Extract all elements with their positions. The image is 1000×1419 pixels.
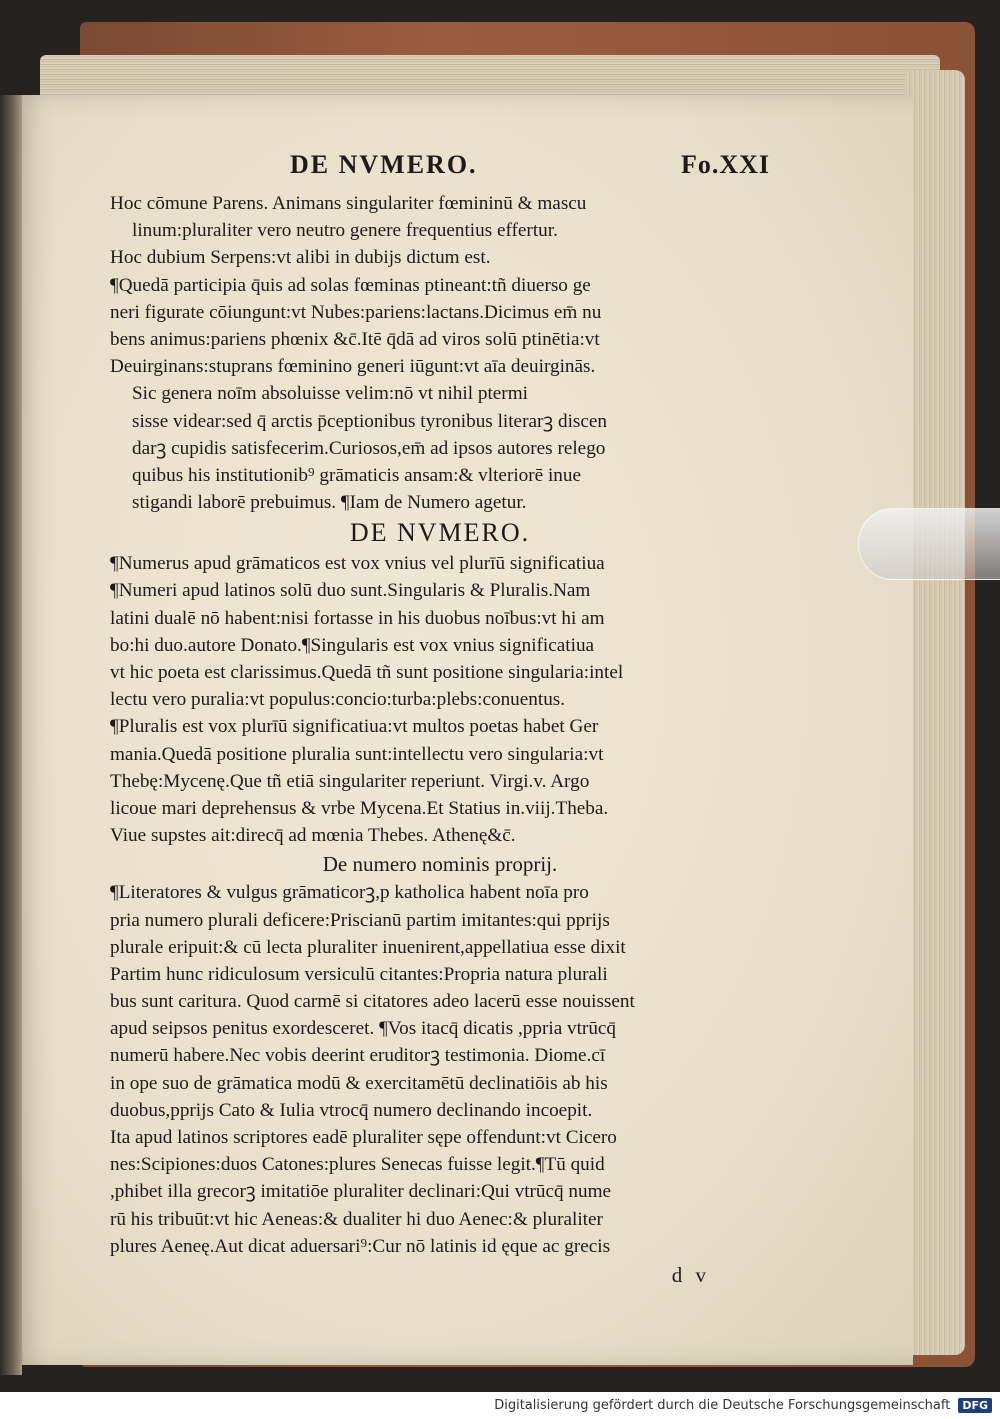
text-line: Viue supstes ait:direcq̄ ad mœnia Thebes. Athenę&c̄. <box>110 825 516 847</box>
paragraph-block-proper-nouns <box>110 879 770 1260</box>
text-line: plures Aeneę.Aut dicat aduersari⁹:Cur nō latinis id ęque ac grecis <box>110 1235 611 1257</box>
text-line: licoue mari deprehensus & vrbe Mycena.Et Statius in.viij.Theba. <box>110 797 609 819</box>
text-line: linum:pluraliter vero neutro genere frequentius effertur. <box>132 220 558 242</box>
book-gutter <box>0 95 22 1375</box>
text-line: rū his tribuūt:vt hic Aeneas:& dualiter hi duo Aenec:& pluraliter <box>110 1208 603 1230</box>
text-line: sisse videar:sed q̄ arctis p̄ceptionibus tyronibus literarꝫ discen <box>132 410 607 432</box>
text-line: Hoc cōmune Parens. Animans singulariter fœmininū & mascu <box>110 193 587 214</box>
text-line: mania.Quedā positione pluralia sunt:intellectu vero singularia:vt <box>110 743 604 765</box>
text-line: numerū habere.Nec vobis deerint eruditorꝫ testimonia. Diome.cī <box>110 1045 606 1067</box>
text-line: apud seipsos penitus exordesceret. ¶Vos itacq̄ dicatis ,ppria vtrūcq̄ <box>110 1018 617 1040</box>
page-stack-edge <box>905 70 965 1355</box>
text-line: Thebę:Mycenę.Que tñ etiā singulariter reperiunt. Virgi.v. Argo <box>110 770 590 792</box>
digitization-footer <box>0 1392 1000 1419</box>
text-line: in ope suo de grāmatica modū & exercitamētū declinatiōis ab his <box>110 1072 608 1094</box>
dfg-logo: DFG <box>958 1398 992 1413</box>
text-line: ¶Numeri apud latinos solū duo sunt.Singularis & Pluralis.Nam <box>110 580 591 602</box>
paragraph-block-intro <box>110 190 770 516</box>
text-line: quibus his institutionib⁹ grāmaticis ansam:& vlteriorē inue <box>132 464 582 486</box>
text-line: duobus,pprijs Cato & Iulia vtrocq̄ numero declinando incoepit. <box>110 1099 593 1121</box>
text-line: Sic genera noīm absoluisse velim:nō vt nihil ptermi <box>132 383 528 405</box>
running-head-title: DE NVMERO. <box>290 150 478 179</box>
text-line: pria numero plurali deficere:Priscianū partim imitantes:qui pprijs <box>110 909 610 931</box>
text-line: plurale eripuit:& cū lecta pluraliter inuenirent,appellatiua esse dixit <box>110 936 626 958</box>
page-text <box>110 150 770 1290</box>
page-clip <box>858 508 1000 580</box>
text-line: vt hic poeta est clarissimus.Quedā tñ sunt positione singularia:intel <box>110 662 624 683</box>
text-line: Ita apud latinos scriptores eadē pluraliter sępe offendunt:vt Cicero <box>110 1127 617 1148</box>
text-line: Hoc dubium Serpens:vt alibi in dubijs dictum est. <box>110 247 491 269</box>
text-line: darꝫ cupidis satisfecerim.Curiosos,em̄ ad ipsos autores relego <box>132 437 606 459</box>
text-line: neri figurate cōiungunt:vt Nubes:pariens:lactans.Dicimus em̄ nu <box>110 301 602 323</box>
footer-credit: Digitalisierung gefördert durch die Deutsche Forschungsgemeinschaft <box>494 1398 951 1413</box>
text-line: ¶Numerus apud grāmaticos est vox vnius vel plurīū significatiua <box>110 553 605 575</box>
text-line: ¶Quedā participia q̄uis ad solas fœminas ptineant:tñ diuerso ge <box>110 274 591 296</box>
text-line: lectu vero puralia:vt populus:concio:turba:plebs:conuentus. <box>110 689 566 711</box>
text-line: ¶Literatores & vulgus grāmaticorꝫ,p katholica habent noīa pro <box>110 882 589 904</box>
text-line: bus sunt caritura. Quod carmē si citatores adeo lacerū esse nouissent <box>110 991 635 1013</box>
section-title: DE NVMERO. <box>349 518 531 548</box>
text-line: ¶Pluralis est vox plurīū significatiua:vt multos poetas habet Ger <box>110 716 599 738</box>
text-line: Deuirginans:stuprans fœminino generi iūgunt:vt aīa deuirginās. <box>110 356 596 378</box>
text-line: latini dualē nō habent:nisi fortasse in his duobus noībus:vt hi am <box>110 607 605 629</box>
text-line: Partim hunc ridiculosum versiculū citantes:Propria natura plurali <box>110 963 608 985</box>
text-line: ,phibet illa grecorꝫ imitatiōe pluraliter declinari:Qui vtrūcq̄ nume <box>110 1181 612 1203</box>
text-line: stigandi laborē prebuimus. ¶Iam de Numero agetur. <box>132 492 527 514</box>
text-line: nes:Scipiones:duos Catones:plures Senecas fuisse legit.¶Tū quid <box>110 1154 605 1176</box>
subsection-title: De numero nominis proprij. <box>322 852 558 877</box>
text-line: bo:hi duo.autore Donato.¶Singularis est vox vnius significatiua <box>110 634 595 656</box>
signature-mark: d v <box>671 1262 710 1287</box>
folio-number: Fo.XXI <box>680 150 770 179</box>
paragraph-block-numerus <box>110 550 770 849</box>
text-line: bens animus:pariens phœnix &c̄.Itē q̄dā ad viros solū ptinētia:vt <box>110 328 600 350</box>
running-head <box>290 150 770 190</box>
